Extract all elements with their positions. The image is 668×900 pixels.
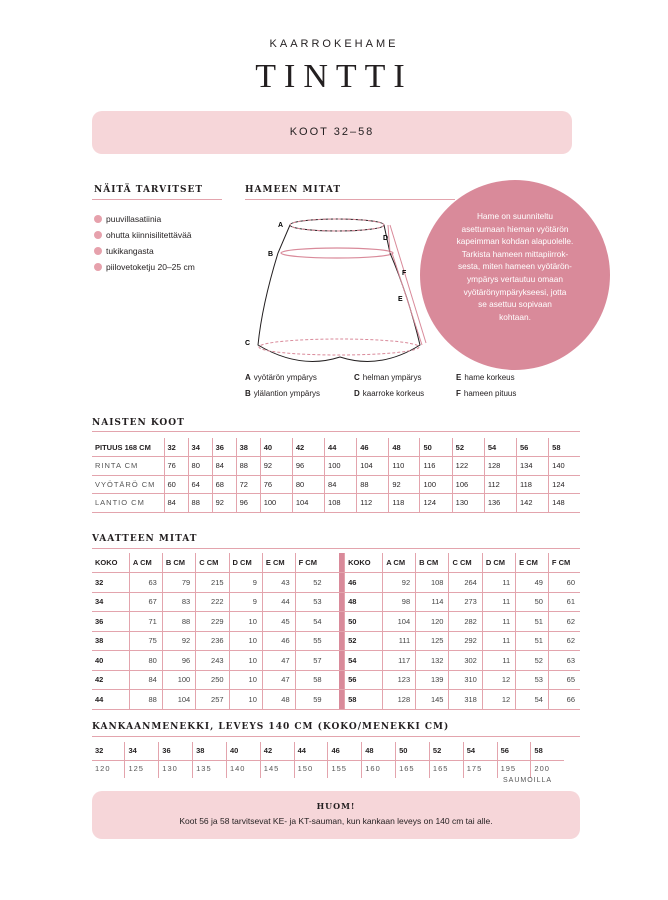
legend-b: B ylälantion ympärys (245, 389, 321, 398)
womens-sizes-heading: NAISTEN KOOT (92, 418, 185, 428)
table-row: VYÖTÄRÖ CM 60 64 68 72 76 80 84 88 92 100 106 112 118 124 (92, 475, 580, 494)
label-b: B (268, 251, 274, 258)
womens-sizes-table (92, 438, 580, 513)
table-row: 32 63 79 215 9 43 52 46 92 108 264 11 49 60 (92, 573, 580, 593)
sizes-banner: KOOT 32–58 (92, 111, 572, 154)
label-a: A (278, 222, 284, 229)
table-row: 32 34 36 38 40 42 44 46 48 50 52 54 56 58 (92, 742, 564, 760)
list-item: puuvillasatiinia (94, 211, 244, 227)
garment-heading: VAATTEEN MITAT (92, 534, 198, 544)
table-row: 44 88 104 257 10 48 59 58 128 145 318 12 54 66 (92, 690, 580, 710)
table-row: 120 125 130 135 140 145 150 155 160 165 165 175 195 200 (92, 760, 564, 778)
materials-list (94, 211, 244, 275)
note-box (92, 791, 580, 839)
pattern-kicker: KAARROKEHAME (269, 38, 399, 50)
table-row: LANTIO CM 84 88 92 96 100 104 108 112 118 124 130 136 142 148 (92, 494, 580, 513)
skirt-diagram (240, 205, 430, 365)
list-item: piilovetoketju 20–25 cm (94, 259, 244, 275)
legend-e: E hame korkeus (456, 373, 515, 382)
table-row: PITUUS 168 CM 32 34 36 38 40 42 44 46 48 50 52 54 56 58 (92, 438, 580, 457)
bubble-line: Tarkista hameen mittapiirrok- (461, 248, 569, 259)
label-c: C (245, 340, 251, 347)
note-heading: HUOM! (316, 801, 356, 811)
label-d: D (383, 235, 389, 242)
measurements-rule (245, 199, 455, 200)
fabric-rule (92, 736, 580, 737)
page-title: TINTTI (255, 58, 413, 95)
table-row: 40 80 96 243 10 47 57 54 117 132 302 11 52 63 (92, 651, 580, 671)
bubble-line: Hame on suunniteltu (476, 211, 554, 221)
skirt-height-line (392, 253, 422, 345)
label-e: E (398, 296, 403, 303)
hem-measure (259, 339, 419, 355)
garment-rule (92, 548, 580, 549)
bubble-line: kohtaan. (499, 311, 531, 322)
legend-f: F hameen pituus (456, 389, 517, 398)
fabric-seam-note: SAUMOILLA (503, 777, 553, 784)
garment-table (92, 553, 580, 710)
legend-d: D kaarroke korkeus (354, 389, 425, 398)
legend-a: A vyötärön ympärys (245, 373, 317, 382)
measurements-heading: HAMEEN MITAT (245, 185, 342, 195)
womens-sizes-rule (92, 431, 580, 432)
label-f: F (402, 270, 407, 277)
bubble-line: kapeimman kohdan alapuolelle. (456, 236, 574, 247)
list-item-cont: tukikangasta (106, 246, 154, 256)
fit-info-bubble (420, 180, 610, 370)
waist-measure (290, 219, 384, 231)
bubble-line: asettumaan hieman vyötärön (461, 223, 569, 234)
bubble-line: ympärys vertautuu omaan (467, 273, 563, 284)
materials-rule (92, 199, 222, 200)
table-row: 36 71 88 229 10 45 54 50 104 120 282 11 51 62 (92, 612, 580, 632)
legend-c: C helman ympärys (354, 373, 422, 382)
table-row: 38 75 92 236 10 46 55 52 111 125 292 11 51 62 (92, 631, 580, 651)
materials-heading: NÄITÄ TARVITSET (94, 185, 204, 195)
bubble-line: se asettuu sopivaan (478, 299, 552, 310)
hip-measure (281, 248, 393, 258)
table-row: 34 67 83 222 9 44 53 48 98 114 273 11 50 61 (92, 592, 580, 612)
table-row: RINTA CM 76 80 84 88 92 96 100 104 110 116 122 128 134 140 (92, 457, 580, 476)
fabric-table (92, 742, 564, 778)
bubble-line: vyötärönympärykseesi, jotta (463, 286, 567, 297)
table-row: KOKO A CM B CM C CM D CM E CM F CM KOKO A CM B CM C CM D CM E CM F CM (92, 553, 580, 573)
note-text: Koot 56 ja 58 tarvitsevat KE- ja KT-sauman, kun kankaan leveys on 140 cm tai alle. (179, 816, 493, 826)
list-item (94, 243, 244, 259)
fabric-heading: KANKAANMENEKKI, LEVEYS 140 CM (KOKO/MENEKKI CM) (92, 722, 450, 732)
table-row: 42 84 100 250 10 47 58 56 123 139 310 12 53 65 (92, 670, 580, 690)
list-item: ohutta kiinnisilitettävää (94, 227, 244, 243)
bubble-line: sesta, miten hameen vyötärön- (458, 261, 572, 272)
